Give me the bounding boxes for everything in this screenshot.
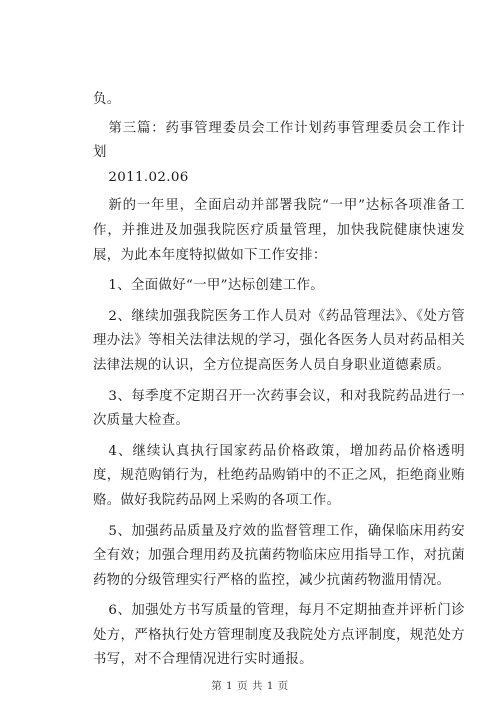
intro-paragraph: 新的一年里，全面启动并部署我院“一甲”达标各项准备工作，并推进及加强我院医疗质量管理，加快我院健康快速发展，为此本年度特拟做如下工作安排：	[93, 198, 465, 263]
continuation-text: 负。	[93, 92, 121, 107]
document-date: 2011.02.06	[108, 169, 189, 185]
section-heading: 第三篇：药事管理委员会工作计划药事管理委员会工作计划	[93, 120, 465, 161]
document-body	[93, 88, 465, 673]
list-item: 6、加强处方书写质量的管理，每月不定期抽查并评析门诊处方，严格执行处方管理制度及我院处方点评制度，规范处方书写，对不合理情况进行实时通报。	[93, 603, 465, 668]
list-item: 4、继续认真执行国家药品价格政策，增加药品价格透明度，规范购销行为，杜绝药品购销中的不正之风，拒绝商业贿赂。做好我院药品网上采购的各项工作。	[93, 443, 465, 508]
list-item: 1、全面做好“一甲”达标创建工作。	[108, 278, 325, 294]
list-item: 5、加强药品质量及疗效的监督管理工作，确保临床用药安全有效；加强合理用药及抗菌药物临床应用指导工作，对抗菌药物的分级管理实行严格的监控，减少抗菌药物滥用情况。	[93, 523, 465, 588]
list-item: 2、继续加强我院医务工作人员对《药品管理法》、《处方管理办法》等相关法律法规的学习，强化各医务人员对药品相关法律法规的认识，全方位提高医务人员自身职业道德素质。	[93, 308, 465, 373]
page-footer: 第 1 页 共 1 页	[211, 680, 289, 692]
list-item: 3、每季度不定期召开一次药事会议，和对我院药品进行一次质量大检查。	[93, 388, 465, 429]
